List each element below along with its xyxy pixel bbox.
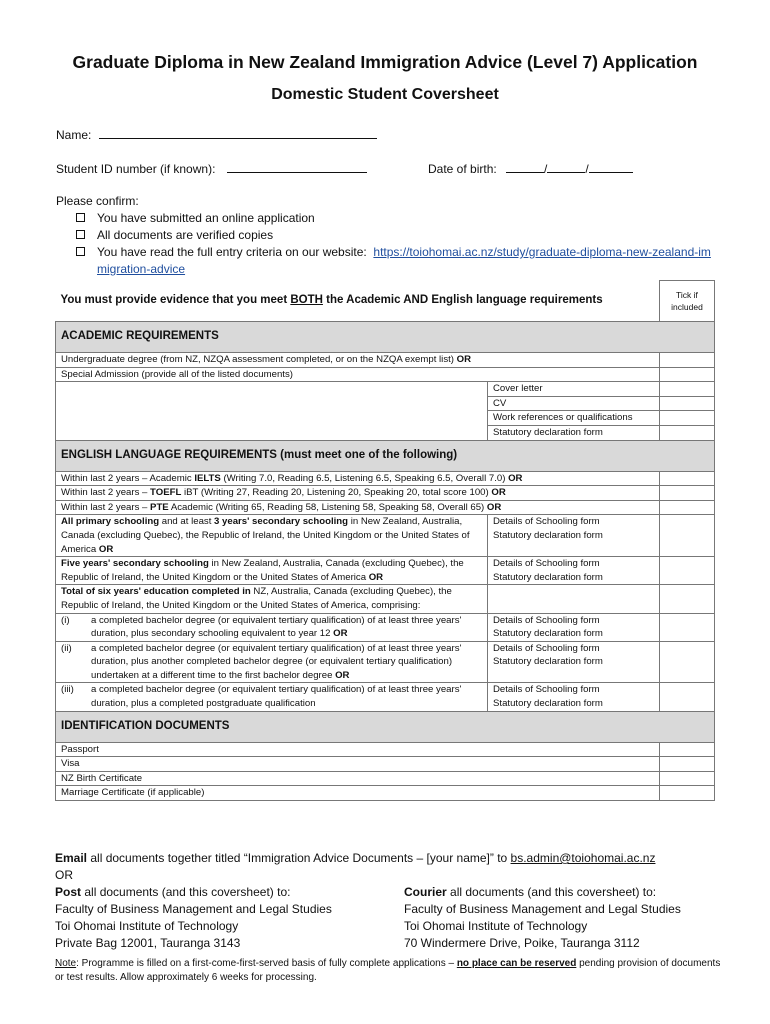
- checkbox[interactable]: [76, 230, 85, 239]
- student-id-input-line[interactable]: [227, 161, 367, 173]
- english-five-docs: Details of Schooling form Statutory declaration form: [488, 557, 660, 585]
- academic-heading: ACADEMIC REQUIREMENTS: [56, 322, 715, 353]
- tick-cell[interactable]: [660, 500, 715, 515]
- confirm-item[interactable]: [76, 210, 717, 227]
- english-row-pte: Within last 2 years – PTE Academic (Writing 65, Reading 58, Listening 58, Speaking 58, Overall 65) OR: [56, 500, 660, 515]
- dob-label: Date of birth:: [428, 162, 497, 176]
- page-title: Graduate Diploma in New Zealand Immigration Advice (Level 7) Application: [72, 52, 698, 72]
- doc-cover-letter: Cover letter: [488, 382, 660, 397]
- tick-cell[interactable]: [660, 396, 715, 411]
- dob-day-line[interactable]: [506, 161, 544, 173]
- tick-cell[interactable]: [660, 557, 715, 585]
- english-primary-docs: Details of Schooling form Statutory declaration form: [488, 515, 660, 557]
- id-birth-certificate: NZ Birth Certificate: [56, 771, 660, 786]
- confirm-item[interactable]: [76, 227, 717, 244]
- academic-row-degree: Undergraduate degree (from NZ, NZQA assessment completed, or on the NZQA exempt list) OR: [56, 353, 660, 368]
- identification-heading: IDENTIFICATION DOCUMENTS: [56, 711, 715, 742]
- english-sub-ii-docs: Details of Schooling form Statutory declaration form: [488, 641, 660, 683]
- name-label: Name:: [56, 128, 92, 142]
- english-sub-iii: (iii) a completed bachelor degree (or equivalent tertiary qualification) of at least three years' duration, plus a completed postgraduate qualification: [56, 683, 488, 711]
- dob-year-line[interactable]: [589, 161, 633, 173]
- tick-cell[interactable]: [660, 367, 715, 382]
- id-passport: Passport: [56, 742, 660, 757]
- tick-cell[interactable]: [660, 613, 715, 641]
- english-heading: ENGLISH LANGUAGE REQUIREMENTS (must meet one of the following): [56, 440, 715, 471]
- confirm-section: [56, 193, 717, 278]
- english-sub-i: (i) a completed bachelor degree (or equivalent tertiary qualification) of at least three years' duration, plus secondary schooling equivalent to year 12 OR: [56, 613, 488, 641]
- checkbox[interactable]: [76, 247, 85, 256]
- confirm-heading: Please confirm:: [56, 194, 139, 208]
- english-sub-iii-docs: Details of Schooling form Statutory declaration form: [488, 683, 660, 711]
- english-row-primary: All primary schooling and at least 3 years' secondary schooling in New Zealand, Australia, Canada (excluding Quebec), the Republic of Ireland, the United Kingdom or the United States of America OR: [56, 515, 488, 557]
- english-row-toefl: Within last 2 years – TOEFL iBT (Writing 27, Reading 20, Listening 20, Speaking 20, total score 100) OR: [56, 486, 660, 501]
- id-visa: Visa: [56, 757, 660, 772]
- courier-address: Courier all documents (and this coversheet) to: Faculty of Business Management and Legal Studies Toi Ohomai Institute of Technology 70 Windermere Drive, Poike, Tauranga 3112: [404, 885, 681, 950]
- confirm-item-label: You have submitted an online application: [97, 211, 315, 225]
- tick-cell[interactable]: [660, 382, 715, 397]
- confirm-item[interactable]: [76, 244, 717, 278]
- tick-cell[interactable]: [660, 486, 715, 501]
- tick-header: Tick if included: [660, 281, 715, 322]
- dob-separator: /: [585, 162, 589, 176]
- tick-cell[interactable]: [660, 411, 715, 426]
- name-field[interactable]: [56, 127, 377, 142]
- tick-cell[interactable]: [660, 771, 715, 786]
- tick-cell[interactable]: [660, 585, 715, 613]
- email-instruction: Email all documents together titled “Immigration Advice Documents – [your name]” to bs.admin@toiohomai.ac.nz OR: [55, 850, 735, 884]
- requirements-table: [55, 280, 715, 801]
- doc-statutory: Statutory declaration form: [488, 425, 660, 440]
- dob-field[interactable]: [428, 161, 633, 176]
- website-link[interactable]: https://toiohomai.ac.nz/study/graduate-diploma-new-zealand-immigration-advice: [97, 245, 711, 276]
- english-row-six-years: Total of six years' education completed in NZ, Australia, Canada (excluding Quebec), the Republic of Ireland, the United Kingdom or the United States of America, comprising:: [56, 585, 488, 613]
- tick-cell[interactable]: [660, 353, 715, 368]
- dob-month-line[interactable]: [547, 161, 585, 173]
- english-sub-i-docs: Details of Schooling form Statutory declaration form: [488, 613, 660, 641]
- evidence-instruction: You must provide evidence that you meet BOTH the Academic AND English language requirements: [56, 281, 660, 322]
- id-marriage-certificate: Marriage Certificate (if applicable): [56, 786, 660, 801]
- tick-cell[interactable]: [660, 471, 715, 486]
- confirm-item-label: All documents are verified copies: [97, 228, 274, 242]
- doc-work-references: Work references or qualifications: [488, 411, 660, 426]
- or-label: OR: [55, 868, 73, 882]
- english-sub-ii: (ii) a completed bachelor degree (or equivalent tertiary qualification) of at least three years' duration, plus another completed bachelor degree (or equivalent tertiary qualification) undertaken at a different time to the first bachelor degree OR: [56, 641, 488, 683]
- page-subtitle: Domestic Student Coversheet: [271, 86, 499, 103]
- dob-separator: /: [544, 162, 548, 176]
- post-address: Post all documents (and this coversheet) to: Faculty of Business Management and Legal Studies Toi Ohomai Institute of Technology Private Bag 12001, Tauranga 3143: [55, 885, 332, 950]
- checkbox[interactable]: [76, 213, 85, 222]
- academic-row-special: Special Admission (provide all of the listed documents): [56, 367, 660, 382]
- confirm-item-label: You have read the full entry criteria on our website:: [97, 245, 367, 259]
- tick-cell[interactable]: [660, 515, 715, 557]
- tick-cell[interactable]: [660, 641, 715, 683]
- student-id-field[interactable]: [56, 161, 367, 176]
- tick-cell[interactable]: [660, 742, 715, 757]
- english-row-ielts: Within last 2 years – Academic IELTS (Writing 7.0, Reading 6.5, Listening 6.5, Speaking 6.5, Overall 7.0) OR: [56, 471, 660, 486]
- doc-cv: CV: [488, 396, 660, 411]
- tick-cell[interactable]: [660, 786, 715, 801]
- student-id-label: Student ID number (if known):: [56, 162, 216, 176]
- processing-note: Note: Programme is filled on a first-come-first-served basis of fully complete applications – no place can be reserved pending provision of documents or test results. Allow approximately 6 weeks for processing.: [55, 958, 721, 983]
- english-row-five-years: Five years' secondary schooling in New Zealand, Australia, Canada (excluding Quebec), the Republic of Ireland, the United Kingdom or the United States of America OR: [56, 557, 488, 585]
- name-input-line[interactable]: [99, 127, 377, 139]
- email-link[interactable]: bs.admin@toiohomai.ac.nz: [510, 851, 656, 865]
- tick-cell[interactable]: [660, 683, 715, 711]
- tick-cell[interactable]: [660, 425, 715, 440]
- tick-cell[interactable]: [660, 757, 715, 772]
